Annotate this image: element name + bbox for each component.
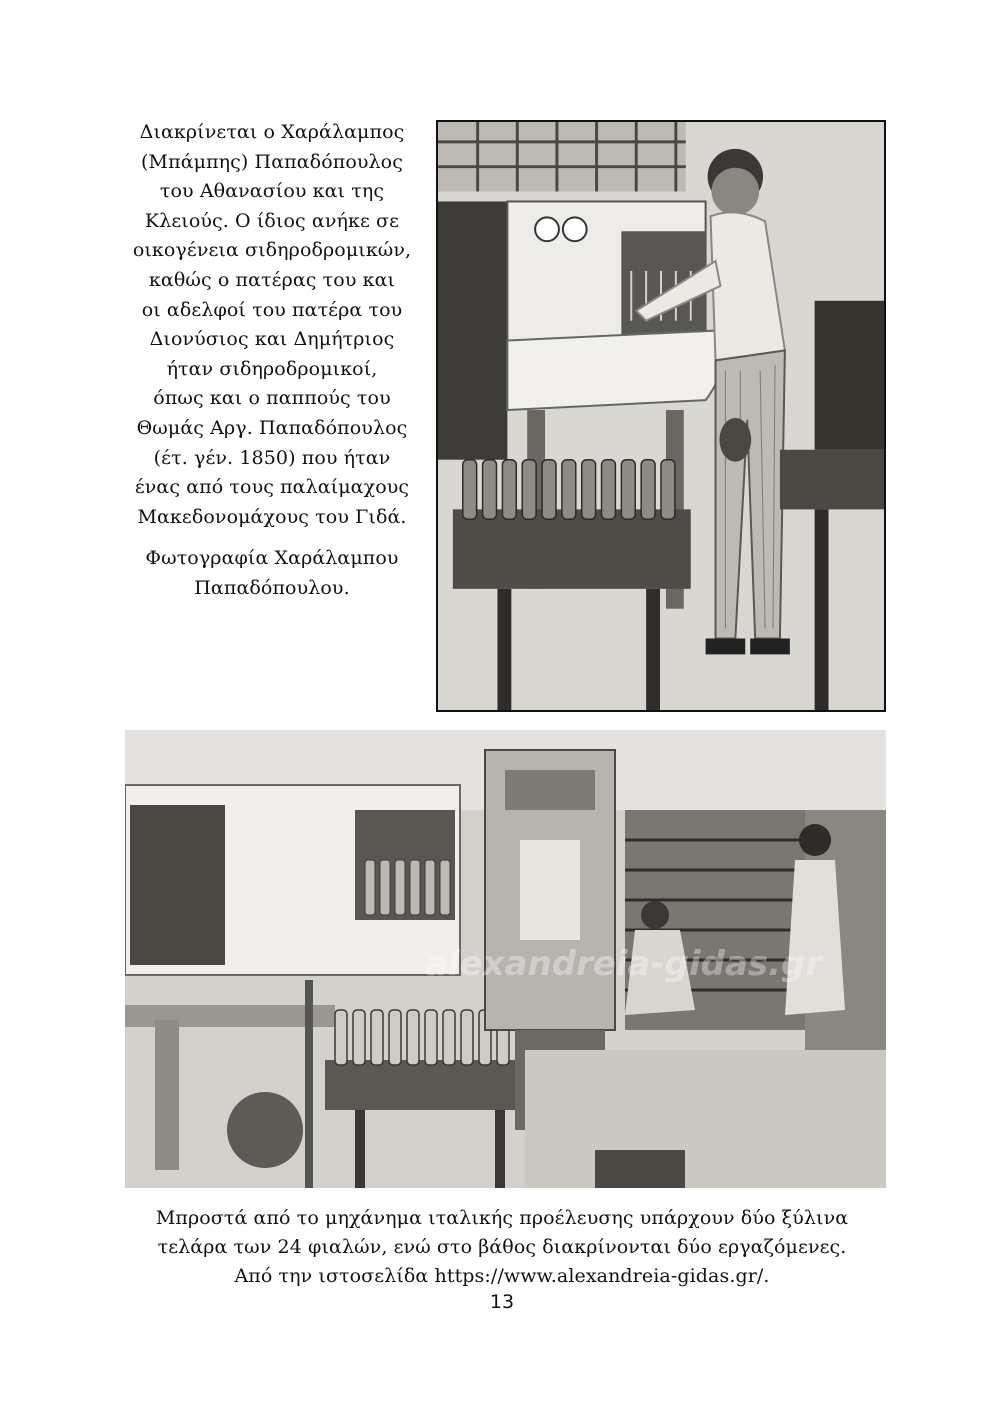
caption-line: (Μπάμπης) Παπαδόπουλος (141, 150, 403, 173)
credit-line: Φωτογραφία Χαράλαμπου (145, 547, 399, 570)
caption-line: οικογένεια σιδηροδρομικών, (132, 239, 412, 262)
page-number: 13 (489, 1291, 515, 1313)
caption-line: Από την ιστοσελίδα https://www.alexandreia-gidas.gr/. (234, 1265, 770, 1287)
caption-line: Μακεδονομάχους του Γιδά. (137, 505, 407, 528)
caption-line: Κλειούς. Ο ίδιος ανήκε σε (144, 209, 400, 232)
caption-line: Διακρίνεται ο Χαράλαμπος (139, 121, 405, 143)
photo-bottling-plant (125, 730, 886, 1188)
caption-line: όπως και ο παππούς του (153, 387, 391, 410)
caption-line: Διονύσιος και Δημήτριος (149, 328, 395, 351)
credit-line: Παπαδόπουλου. (194, 576, 350, 599)
caption-line: Μπροστά από το μηχάνημα ιταλικής προέλευσης υπάρχουν δύο ξύλινα (155, 1207, 849, 1229)
photo-bottling-plant-image (125, 730, 886, 1188)
caption-line: ένας από τους παλαίμαχους (134, 476, 410, 499)
caption-line: (έτ. γέν. 1850) που ήταν (153, 446, 391, 469)
photo-worker-image (438, 122, 884, 710)
photo-worker-at-bottle-machine (436, 120, 886, 712)
caption-line: καθώς ο πατέρας του και (148, 268, 396, 291)
watermark-text: alexandreia-gidas.gr (425, 944, 823, 984)
caption-line: Θωμάς Αργ. Παπαδόπουλος (136, 416, 408, 439)
caption-paragraph (118, 118, 426, 532)
caption-line: τελάρα των 24 φιαλών, ενώ στο βάθος διακρίνονται δύο εργαζόμενες. (157, 1236, 847, 1258)
caption-line: οι αδελφοί του πατέρα του (141, 298, 403, 321)
caption-line: ήταν σιδηροδρομικοί, (166, 357, 378, 380)
caption-line: του Αθανασίου και της (159, 180, 385, 203)
photo-caption-bottom (100, 1204, 904, 1291)
photo-credit (118, 544, 426, 603)
caption-paragraph (100, 1204, 904, 1291)
photo-caption-top (118, 118, 426, 604)
